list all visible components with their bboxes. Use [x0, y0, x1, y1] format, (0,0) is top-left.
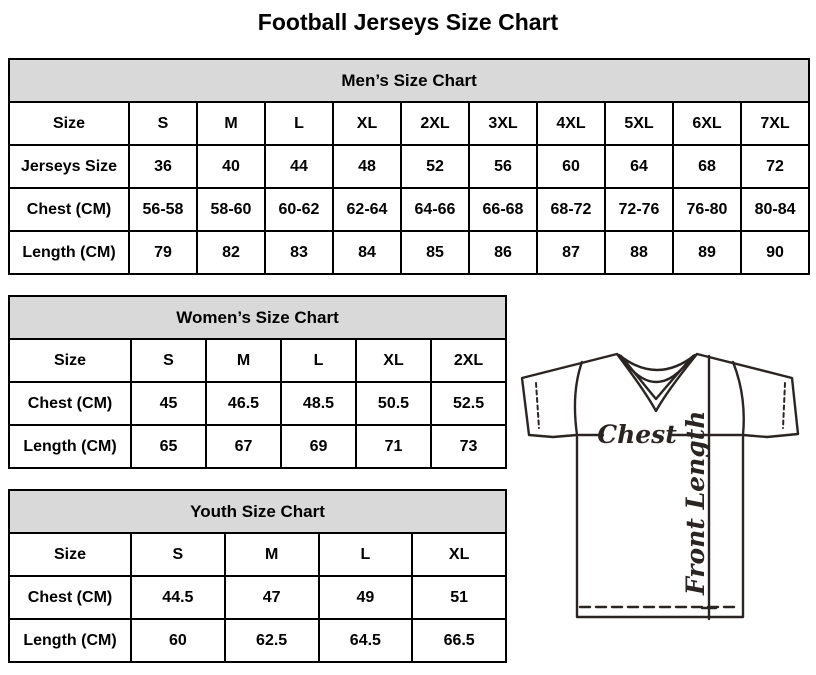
row-label: Jerseys Size [9, 145, 129, 188]
cell: 67 [206, 425, 281, 468]
youth-size-chart-table [8, 489, 507, 663]
table-row [9, 382, 506, 425]
cell: 58-60 [197, 188, 265, 231]
cell: M [206, 339, 281, 382]
row-label: Length (CM) [9, 231, 129, 274]
cell: 66-68 [469, 188, 537, 231]
womens-chart-title: Women’s Size Chart [9, 296, 506, 339]
cell: 56-58 [129, 188, 197, 231]
cell: 71 [356, 425, 431, 468]
cell: 46.5 [206, 382, 281, 425]
cell: 52.5 [431, 382, 506, 425]
cell: 52 [401, 145, 469, 188]
cell: 68-72 [537, 188, 605, 231]
cell: 4XL [537, 102, 605, 145]
cell: 3XL [469, 102, 537, 145]
cell: 80-84 [741, 188, 809, 231]
cell: 90 [741, 231, 809, 274]
cell: 2XL [431, 339, 506, 382]
cell: 69 [281, 425, 356, 468]
row-label: Size [9, 339, 131, 382]
cell: 65 [131, 425, 206, 468]
cell: 36 [129, 145, 197, 188]
right-cuff-dashed-line [783, 383, 785, 428]
cell: 76-80 [673, 188, 741, 231]
table-row [9, 145, 809, 188]
row-label: Chest (CM) [9, 382, 131, 425]
cell: 72-76 [605, 188, 673, 231]
cell: 79 [129, 231, 197, 274]
cell: 82 [197, 231, 265, 274]
cell: 49 [319, 576, 413, 619]
table-header-row [9, 490, 506, 533]
chest-label: Chest [597, 420, 677, 449]
left-armhole-seam [575, 362, 582, 435]
table-row [9, 619, 506, 662]
cell: 72 [741, 145, 809, 188]
row-label: Chest (CM) [9, 576, 131, 619]
table-row [9, 576, 506, 619]
row-label: Size [9, 533, 131, 576]
cell: XL [356, 339, 431, 382]
cell: 84 [333, 231, 401, 274]
cell: 66.5 [412, 619, 506, 662]
table-row [9, 188, 809, 231]
cell: M [197, 102, 265, 145]
cell: 51 [412, 576, 506, 619]
right-armhole-seam [733, 362, 744, 435]
cell: 44.5 [131, 576, 225, 619]
row-label: Length (CM) [9, 425, 131, 468]
cell: 89 [673, 231, 741, 274]
table-row [9, 339, 506, 382]
cell: L [265, 102, 333, 145]
cell: 6XL [673, 102, 741, 145]
cell: XL [412, 533, 506, 576]
table-header-row [9, 296, 506, 339]
cell: L [281, 339, 356, 382]
table-row [9, 533, 506, 576]
cell: 85 [401, 231, 469, 274]
page-title: Football Jerseys Size Chart [257, 9, 559, 35]
cell: 62.5 [225, 619, 319, 662]
table-row [9, 102, 809, 145]
cell: L [319, 533, 413, 576]
jersey-diagram [505, 325, 816, 635]
table-row [9, 425, 506, 468]
mens-size-chart-table [8, 58, 810, 275]
cell: 60 [131, 619, 225, 662]
cell: 45 [131, 382, 206, 425]
cell: S [131, 533, 225, 576]
cell: 47 [225, 576, 319, 619]
cell: 50.5 [356, 382, 431, 425]
cell: 64-66 [401, 188, 469, 231]
row-label: Length (CM) [9, 619, 131, 662]
left-cuff-dashed-line [536, 383, 539, 428]
cell: 48.5 [281, 382, 356, 425]
cell: 83 [265, 231, 333, 274]
cell: 2XL [401, 102, 469, 145]
cell: 62-64 [333, 188, 401, 231]
cell: 86 [469, 231, 537, 274]
row-label: Size [9, 102, 129, 145]
cell: 64 [605, 145, 673, 188]
cell: 60-62 [265, 188, 333, 231]
youth-chart-title: Youth Size Chart [9, 490, 506, 533]
cell: 88 [605, 231, 673, 274]
womens-size-chart-table [8, 295, 507, 469]
cell: S [129, 102, 197, 145]
cell: 5XL [605, 102, 673, 145]
table-row [9, 231, 809, 274]
cell: 48 [333, 145, 401, 188]
cell: 60 [537, 145, 605, 188]
cell: XL [333, 102, 401, 145]
mens-chart-title: Men’s Size Chart [9, 59, 809, 102]
cell: 64.5 [319, 619, 413, 662]
table-header-row [9, 59, 809, 102]
row-label: Chest (CM) [9, 188, 129, 231]
cell: 7XL [741, 102, 809, 145]
cell: S [131, 339, 206, 382]
cell: 87 [537, 231, 605, 274]
cell: 44 [265, 145, 333, 188]
cell: M [225, 533, 319, 576]
cell: 73 [431, 425, 506, 468]
front-length-label: Front Length [681, 410, 710, 595]
cell: 40 [197, 145, 265, 188]
cell: 56 [469, 145, 537, 188]
cell: 68 [673, 145, 741, 188]
